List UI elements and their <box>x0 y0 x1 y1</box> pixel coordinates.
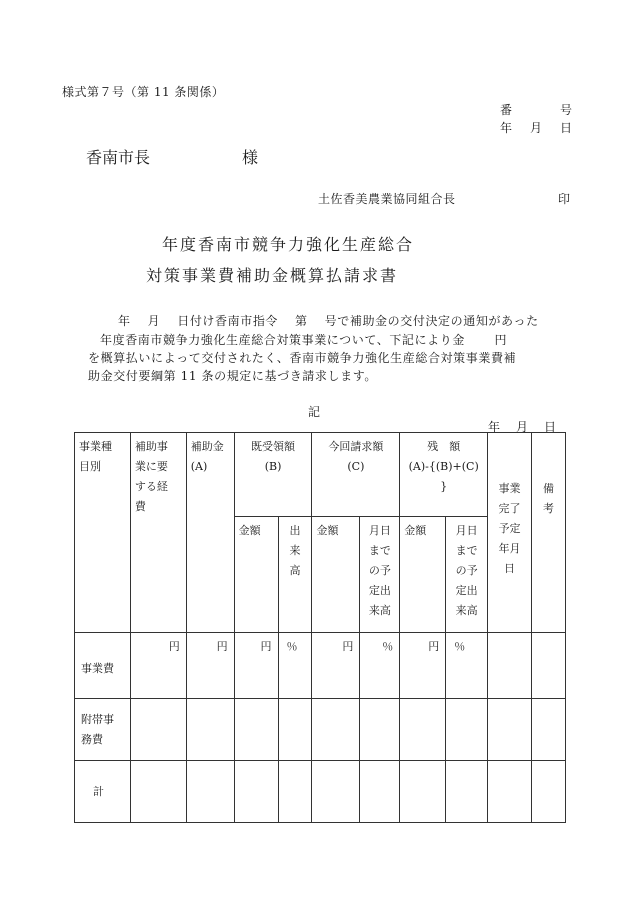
addressee-honorific: 様 <box>242 148 259 167</box>
date-day: 日 <box>560 121 573 135</box>
header-received: 既受領額 (B) <box>234 433 312 517</box>
header-balance: 残 額 (A)-{(B)+(C) } <box>400 433 488 517</box>
header-subsidy: 補助金 (A) <box>186 433 234 633</box>
number-label: 番 <box>500 103 513 117</box>
header-expenses: 補助事 業に要 する経 費 <box>130 433 186 633</box>
table-row <box>75 633 566 699</box>
balance-amount-cell: 円 <box>400 633 446 699</box>
subheader-planned: 月日 まで の予 定出 来高 <box>360 517 400 633</box>
subsidy-cell: 円 <box>186 633 234 699</box>
sender-organization: 土佐香美農業協同組合長 <box>318 192 456 206</box>
row-label: 附帯事 務費 <box>75 699 131 761</box>
header-completion: 事業 完了 予定 年月 日 <box>488 433 532 633</box>
date-day: 日 <box>544 420 557 434</box>
balance-pct-cell: ％ <box>446 633 488 699</box>
subheader-amount: 金額 <box>400 517 446 633</box>
subheader-output: 出 来 高 <box>278 517 312 633</box>
ki-heading: 記 <box>308 405 321 419</box>
number-suffix: 号 <box>560 103 573 117</box>
completion-cell <box>488 633 532 699</box>
current-pct-cell: ％ <box>360 633 400 699</box>
remarks-cell <box>532 633 566 699</box>
body-text-line: 年度香南市競争力強化生産総合対策事業について、下記により金 円 <box>100 333 508 347</box>
received-amount-cell: 円 <box>234 633 278 699</box>
body-text-line: 助金交付要綱第 11 条の規定に基づき請求します。 <box>88 369 377 383</box>
body-text-line: を概算払いによって交付されたく、香南市競争力強化生産総合対策事業費補 <box>88 351 517 365</box>
billing-table <box>74 432 566 823</box>
header-category: 事業種 目別 <box>75 433 131 633</box>
subheader-planned: 月日 まで の予 定出 来高 <box>446 517 488 633</box>
seal-mark: 印 <box>558 192 571 206</box>
received-pct-cell: ％ <box>278 633 312 699</box>
body-text-line: 年 月 日付け香南市指令 第 号で補助金の交付決定の通知があった <box>118 314 539 328</box>
header-remarks: 備 考 <box>532 433 566 633</box>
header-current: 今回請求額 (C) <box>312 433 400 517</box>
date-month: 月 <box>530 121 543 135</box>
date-year: 年 <box>500 121 513 135</box>
date-month: 月 <box>516 420 529 434</box>
table-row <box>75 761 566 823</box>
expenses-cell: 円 <box>130 633 186 699</box>
addressee-name: 香南市長 <box>86 148 151 167</box>
row-label: 計 <box>75 761 131 823</box>
subheader-amount: 金額 <box>312 517 360 633</box>
document-title-line1: 年度香南市競争力強化生産総合 <box>162 235 415 254</box>
document-title-line2: 対策事業費補助金概算払請求書 <box>146 266 399 285</box>
subheader-amount: 金額 <box>234 517 278 633</box>
row-label: 事業費 <box>75 633 131 699</box>
current-amount-cell: 円 <box>312 633 360 699</box>
form-number: 様式第７号（第 11 条関係） <box>62 85 225 99</box>
table-row <box>75 699 566 761</box>
date-year: 年 <box>488 420 501 434</box>
